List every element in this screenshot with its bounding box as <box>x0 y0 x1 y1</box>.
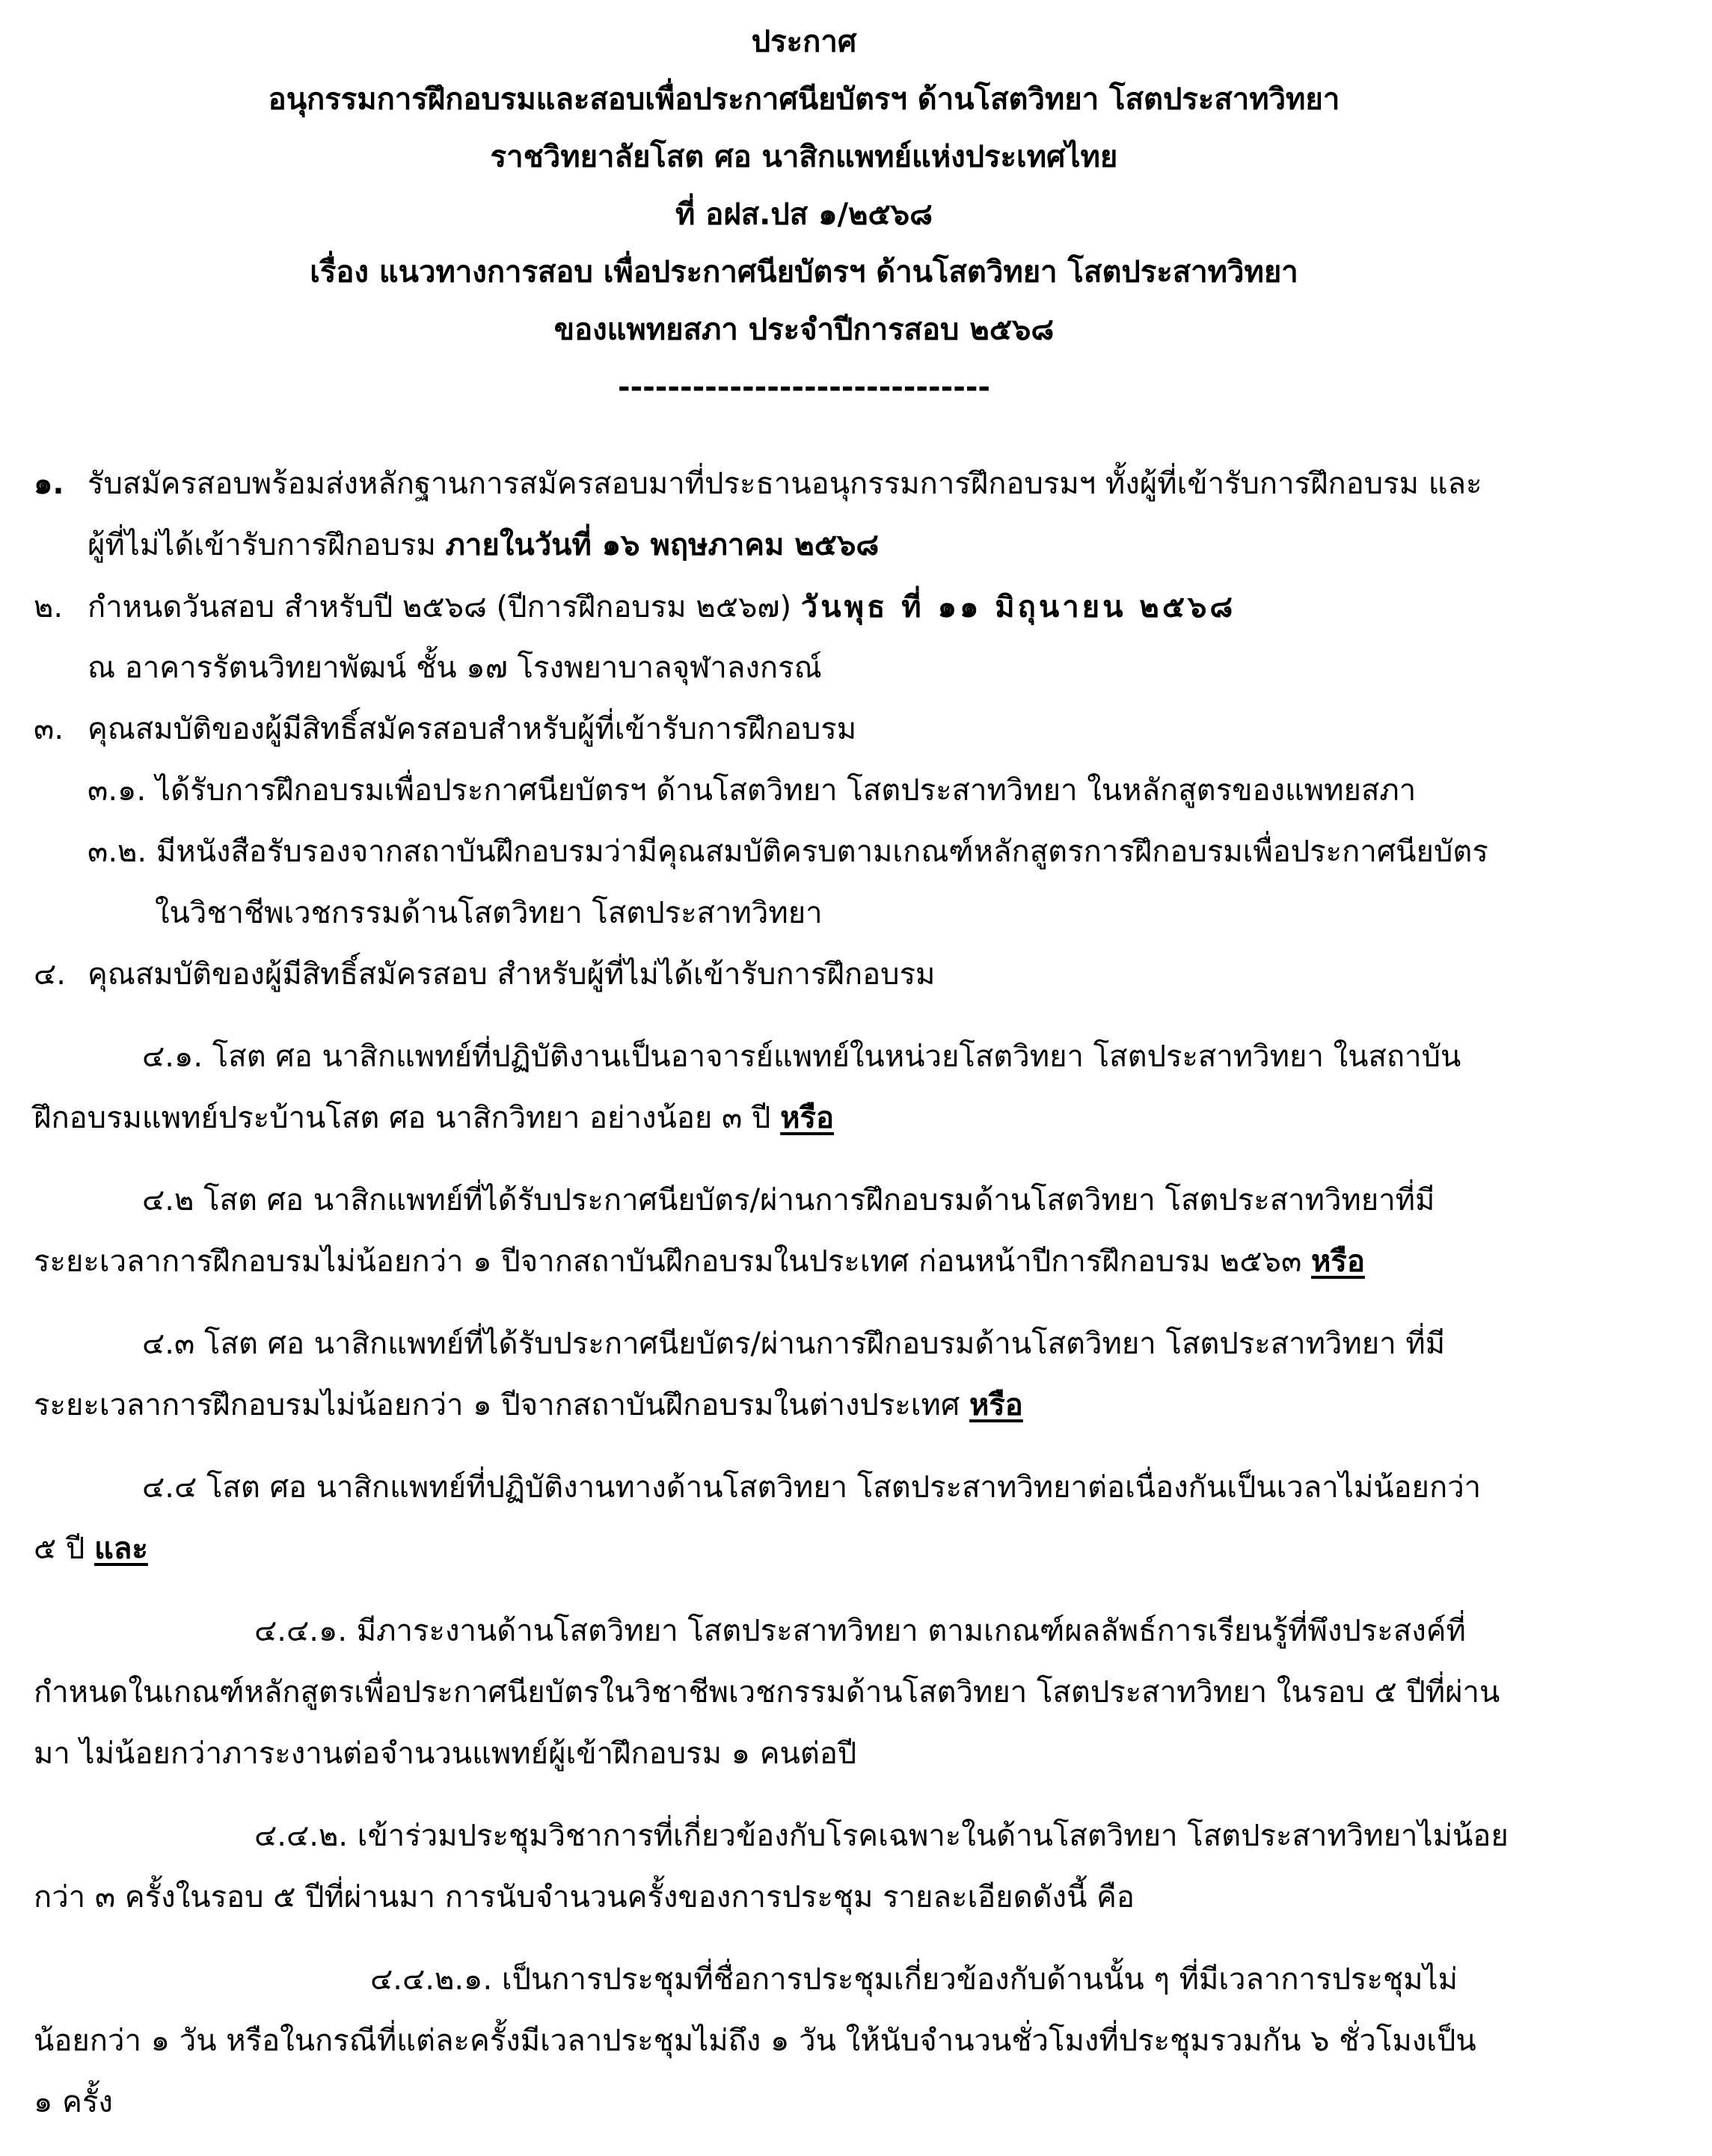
header-subject-cont: ของแพทยสภา ประจำปีการสอบ ๒๕๖๘ <box>553 313 1055 347</box>
item-2-line-1 <box>88 583 1236 630</box>
item-4-1-line-1: ๔.๑. โสต ศอ นาสิกแพทย์ที่ปฏิบัติงานเป็นอาจารย์แพทย์ในหน่วยโสตวิทยา โสตประสาทวิทยา ในสถาบัน <box>142 1039 1461 1074</box>
item-4-1-or: หรือ <box>780 1101 835 1135</box>
item-4-4-line-2-text: ๕ ปี <box>34 1532 95 1566</box>
item-4-line-1: คุณสมบัติของผู้มีสิทธิ์สมัครสอบ สำหรับผู้ที่ไม่ได้เข้ารับการฝึกอบรม <box>88 957 936 992</box>
item-4-4-1-line-3: มา ไม่น้อยกว่าภาระงานต่อจำนวนแพทย์ผู้เข้าฝึกอบรม ๑ คนต่อปี <box>34 1736 857 1771</box>
item-2-exam-date: วันพุธ ที่ ๑๑ มิถุนายน ๒๕๖๘ <box>800 590 1236 624</box>
item-4-2-or: หรือ <box>1311 1244 1365 1279</box>
item-4-1-line-2-text: ฝึกอบรมแพทย์ประบ้านโสต ศอ นาสิกวิทยา อย่างน้อย ๓ ปี <box>34 1101 781 1135</box>
item-4-4-line-1: ๔.๔ โสต ศอ นาสิกแพทย์ที่ปฏิบัติงานทางด้านโสตวิทยา โสตประสาทวิทยาต่อเนื่องกันเป็นเวลาไม่น้อยกว่า <box>142 1470 1482 1505</box>
item-3-number: ๓. <box>34 712 64 746</box>
item-2-line-1-text: กำหนดวันสอบ สำหรับปี ๒๕๖๘ (ปีการฝึกอบรม ๒๕๖๗) <box>88 590 801 624</box>
item-4-4-and: และ <box>94 1532 148 1566</box>
item-4-4-2-1-line-2: น้อยกว่า ๑ วัน หรือในกรณีที่แต่ละครั้งมีเวลาประชุมไม่ถึง ๑ วัน ให้นับจำนวนชั่วโมงที่ประชุมรวมกัน ๖ ชั่วโมงเป็น <box>34 2024 1476 2058</box>
item-4-3-or: หรือ <box>969 1388 1023 1422</box>
item-3-2-line-1: ๓.๒. มีหนังสือรับรองจากสถาบันฝึกอบรมว่ามีคุณสมบัติครบตามเกณฑ์หลักสูตรการฝึกอบรมเพื่อประกาศนียบัตร <box>88 835 1488 869</box>
item-4-3-line-1: ๔.๓ โสต ศอ นาสิกแพทย์ที่ได้รับประกาศนียบัตร/ผ่านการฝึกอบรมด้านโสตวิทยา โสตประสาทวิทยา ที่มี <box>142 1327 1446 1361</box>
item-4-2-line-2-text: ระยะเวลาการฝึกอบรมไม่น้อยกว่า ๑ ปีจากสถาบันฝึกอบรมในประเทศ ก่อนหน้าปีการฝึกอบรม ๒๕๖๓ <box>34 1244 1312 1279</box>
header-subject: เรื่อง แนวทางการสอบ เพื่อประกาศนียบัตรฯ ด้านโสตวิทยา โสตประสาทวิทยา <box>310 255 1298 289</box>
item-4-1-line-2 <box>34 1093 834 1141</box>
item-4-4-line-2 <box>34 1524 148 1572</box>
item-4-3-line-2 <box>34 1380 1023 1428</box>
item-4-4-2-line-2: กว่า ๓ ครั้งในรอบ ๕ ปีที่ผ่านมา การนับจำนวนครั้งของการประชุม รายละเอียดดังนี้ คือ <box>34 1880 1135 1914</box>
item-1-number: ๑. <box>34 467 64 501</box>
item-4-2-line-1: ๔.๒ โสต ศอ นาสิกแพทย์ที่ได้รับประกาศนียบัตร/ผ่านการฝึกอบรมด้านโสตวิทยา โสตประสาทวิทยาที่มี <box>142 1183 1435 1217</box>
item-4-3-line-2-text: ระยะเวลาการฝึกอบรมไม่น้อยกว่า ๑ ปีจากสถาบันฝึกอบรมในต่างประเทศ <box>34 1388 969 1422</box>
header-title: ประกาศ <box>751 25 857 59</box>
item-4-number: ๔. <box>34 957 66 992</box>
item-2-line-2: ณ อาคารรัตนวิทยาพัฒน์ ชั้น ๑๗ โรงพยาบาลจุฬาลงกรณ์ <box>88 651 822 685</box>
announcement-header <box>0 13 1608 417</box>
item-3-line-1: คุณสมบัติของผู้มีสิทธิ์สมัครสอบสำหรับผู้ที่เข้ารับการฝึกอบรม <box>88 712 857 746</box>
item-3-1: ๓.๑. ได้รับการฝึกอบรมเพื่อประกาศนียบัตรฯ ด้านโสตวิทยา โสตประสาทวิทยา ในหลักสูตรของแพทยสภา <box>88 773 1417 808</box>
item-1-line-2-text: ผู้ที่ไม่ได้เข้ารับการฝึกอบรม <box>88 528 446 562</box>
header-college: ราชวิทยาลัยโสต ศอ นาสิกแพทย์แห่งประเทศไทย <box>490 140 1118 174</box>
header-divider: ------------------------------ <box>617 370 991 405</box>
item-1-line-1: รับสมัครสอบพร้อมส่งหลักฐานการสมัครสอบมาที่ประธานอนุกรรมการฝึกอบรมฯ ทั้งผู้ที่เข้ารับการฝึกอบรม และ <box>88 467 1482 501</box>
item-3-2-line-2: ในวิชาชีพเวชกรรมด้านโสตวิทยา โสตประสาทวิทยา <box>155 896 823 930</box>
item-2-number: ๒. <box>34 590 64 624</box>
item-1-line-2 <box>88 520 879 568</box>
header-committee: อนุกรรมการฝึกอบรมและสอบเพื่อประกาศนียบัตรฯ ด้านโสตวิทยา โสตประสาทวิทยา <box>268 82 1340 117</box>
item-4-4-2-1-line-3: ๑ ครั้ง <box>34 2085 113 2119</box>
header-reference-number: ที่ อฝส.ปส ๑/๒๕๖๘ <box>675 197 933 232</box>
item-4-2-line-2 <box>34 1237 1365 1285</box>
item-1-deadline: ภายในวันที่ ๑๖ พฤษภาคม ๒๕๖๘ <box>445 528 880 562</box>
item-4-4-2-1-line-1: ๔.๔.๒.๑. เป็นการประชุมที่ชื่อการประชุมเกี่ยวข้องกับด้านนั้น ๆ ที่มีเวลาการประชุมไม่ <box>370 1962 1458 1997</box>
item-4-4-1-line-1: ๔.๔.๑. มีภาระงานด้านโสตวิทยา โสตประสาทวิทยา ตามเกณฑ์ผลลัพธ์การเรียนรู้ที่พึงประสงค์ที่ <box>254 1614 1466 1648</box>
item-4-4-2-line-1: ๔.๔.๒. เข้าร่วมประชุมวิชาการที่เกี่ยวข้องกับโรคเฉพาะในด้านโสตวิทยา โสตประสาทวิทยาไม่น้อย <box>254 1819 1509 1853</box>
item-4-4-1-line-2: กำหนดในเกณฑ์หลักสูตรเพื่อประกาศนียบัตรในวิชาชีพเวชกรรมด้านโสตวิทยา โสตประสาทวิทยา ในรอบ ๕ ปีที่ผ่าน <box>34 1675 1500 1710</box>
